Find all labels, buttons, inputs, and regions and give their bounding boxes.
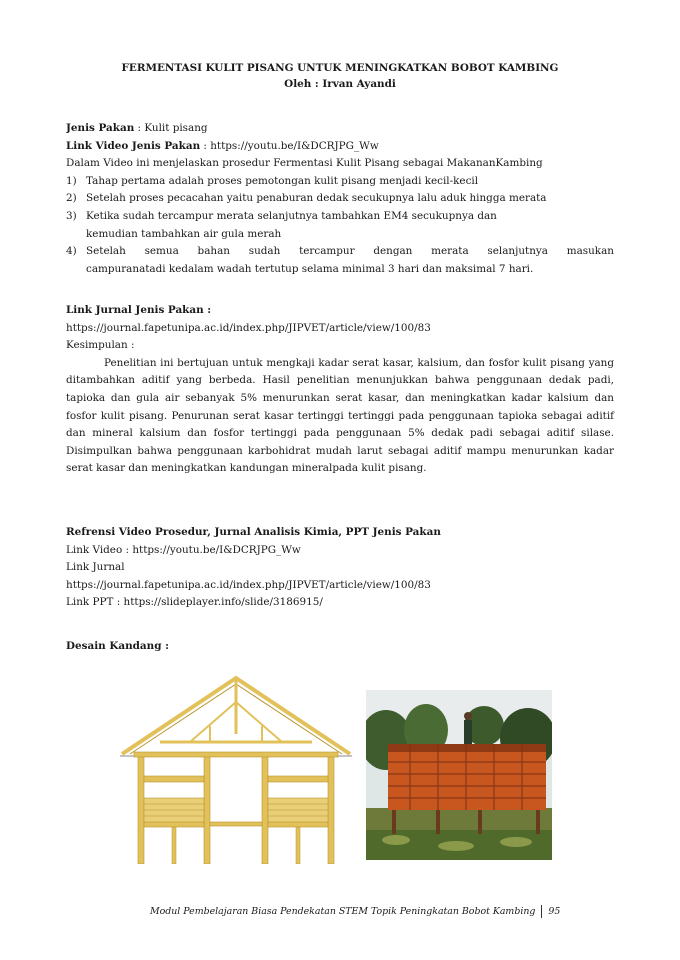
- feed-type-label: Jenis Pakan: [66, 122, 135, 134]
- procedure-step: [66, 208, 614, 243]
- author-line: Oleh : Irvan Ayandi: [284, 78, 396, 90]
- pen-design-svg: [120, 672, 352, 864]
- step-number: 4): [66, 245, 77, 258]
- pen-photo-svg: [366, 690, 552, 860]
- step-number: 1): [66, 174, 77, 187]
- feed-intro: Dalam Video ini menjelaskan prosedur Fermentasi Kulit Pisang sebagai MakananKambing: [66, 157, 543, 170]
- procedure-step: [66, 173, 614, 191]
- journal-label: Link Jurnal Jenis Pakan :: [66, 304, 212, 316]
- feed-video-link[interactable]: : https://youtu.be/I&DCRJPG_Ww: [200, 139, 379, 152]
- procedure-steps: [66, 173, 614, 279]
- feed-section: [66, 120, 614, 278]
- conclusion-paragraph: Penelitian ini bertujuan untuk mengkaji kadar serat kasar, kalsium, dan fosfor kulit pisang yang ditambahkan aditif yang berbeda. Hasil penelitian menunjukkan bahwa penggunaan dedak padi, tapioka dan gula air sebanyak 5% menurunkan serat kasar, dan meningkatkan kadar kalsium dan fosfor kulit pisang. Penurunan serat kasar tertinggi tertinggi pada penggunaan tapioka sebagai aditif dan mineral kalsium dan fosfor tertinggi pada penggunaan 5% dedak padi sebagai aditif silase. Disimpulkan bahwa penggunaan karbohidrat mudah larut sebagai aditif mampu menurunkan kadar serat kasar dan meningkatkan kandungan mineralpada kulit pisang.: [66, 356, 614, 475]
- journal-link[interactable]: https://journal.fapetunipa.ac.id/index.php/JIPVET/article/view/100/83: [66, 321, 431, 334]
- step-number: 2): [66, 192, 77, 205]
- footer-separator: [541, 905, 542, 918]
- step-number: 3): [66, 209, 77, 222]
- footer-text: Modul Pembelajaran Biasa Pendekatan STEM Topik Peningkatan Bobot Kambing: [150, 906, 536, 917]
- design-section: [66, 638, 614, 656]
- step-text: Setelah semua bahan sudah tercampur dengan merata selanjutnya masukan: [86, 245, 614, 258]
- feed-video-line: [66, 138, 614, 156]
- procedure-step: [66, 243, 614, 278]
- reference-journal-label: Link Jurnal: [66, 561, 125, 574]
- pen-design-drawing: [120, 672, 352, 871]
- conclusion-label: Kesimpulan :: [66, 339, 135, 352]
- design-heading: Desain Kandang :: [66, 640, 169, 652]
- reference-video-link[interactable]: Link Video : https://youtu.be/I&DCRJPG_Ww: [66, 543, 301, 556]
- reference-ppt-link[interactable]: Link PPT : https://slideplayer.info/slide/3186915/: [66, 596, 323, 609]
- step-text: Setelah proses pecacahan yaitu penaburan dedak secukupnya lalu aduk hingga merata: [86, 192, 547, 205]
- main-title: FERMENTASI KULIT PISANG UNTUK MENINGKATKAN BOBOT KAMBING: [121, 62, 559, 74]
- reference-journal-link[interactable]: https://journal.fapetunipa.ac.id/index.php/JIPVET/article/view/100/83: [66, 578, 431, 591]
- step-text: Ketika sudah tercampur merata selanjutnya tambahkan EM4 secukupnya dan: [86, 209, 497, 222]
- step-text: campuranatadi kedalam wadah tertutup selama minimal 3 hari dan maksimal 7 hari.: [86, 262, 534, 275]
- pen-photo: [366, 690, 552, 867]
- journal-section: [66, 302, 614, 478]
- procedure-step: [66, 190, 614, 208]
- references-section: [66, 524, 614, 612]
- document-title: [66, 60, 614, 92]
- feed-type-value: : Kulit pisang: [134, 122, 208, 134]
- step-text: Tahap pertama adalah proses pemotongan kulit pisang menjadi kecil-kecil: [86, 174, 479, 187]
- page-footer: [150, 903, 620, 921]
- step-text: kemudian tambahkan air gula merah: [86, 227, 282, 240]
- page-number: 95: [548, 906, 561, 917]
- feed-type-line: [66, 120, 614, 138]
- feed-video-label: Link Video Jenis Pakan: [66, 139, 201, 152]
- references-heading: Refrensi Video Prosedur, Jurnal Analisis Kimia, PPT Jenis Pakan: [66, 526, 441, 538]
